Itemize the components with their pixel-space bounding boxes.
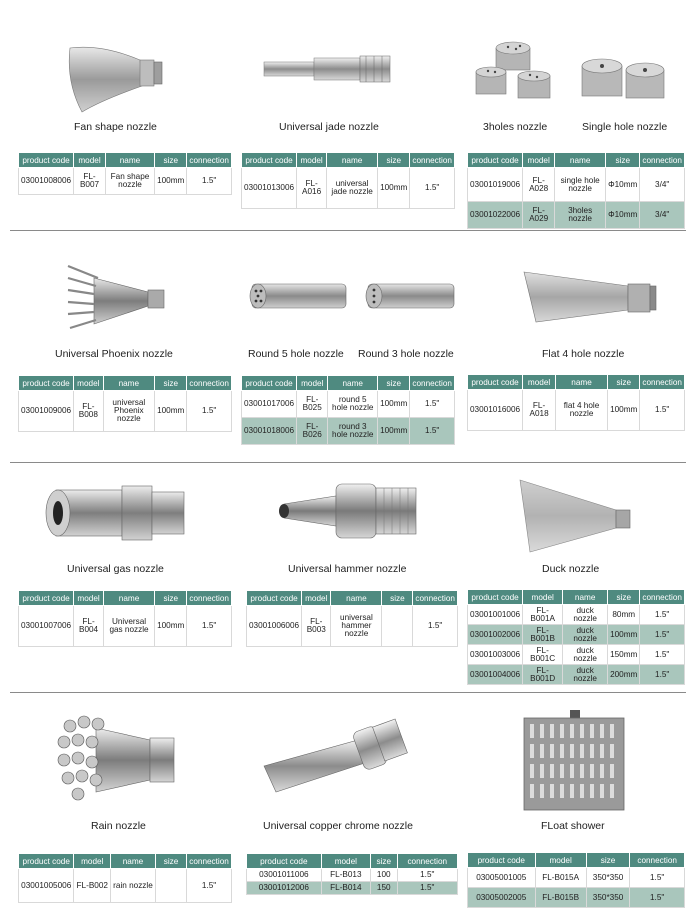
round-hole-nozzle-spec-table [241,375,455,445]
name-cell: universal jade nozzle [327,168,378,209]
col-model: model [74,376,103,391]
size-cell: Φ10mm [606,202,640,229]
model-cell: FL-B008 [74,391,103,432]
col-product-code: product code [247,591,302,606]
connection-cell: 1.5" [187,391,232,432]
single-hole-nozzle-title: Single hole nozzle [582,121,668,133]
model-cell: FL-A016 [297,168,327,209]
col-product-code: product code [242,376,297,391]
connection-cell: 1.5" [640,645,685,665]
float-shower-title: FLoat shower [541,820,605,832]
hammer-nozzle-image [276,474,422,548]
product-code-cell: 03001011006 [247,869,322,882]
col-product-code: product code [468,590,523,605]
col-connection: connection [413,591,458,606]
col-product-code: product code [19,854,74,869]
size-cell: 150mm [608,645,640,665]
product-code-cell: 03001006006 [247,606,302,647]
col-connection: connection [187,153,232,168]
col-size: size [606,153,640,168]
col-model: model [297,376,328,391]
col-model: model [523,590,563,605]
name-cell: duck nozzle [563,625,608,645]
product-code-cell: 03005002005 [468,888,536,908]
connection-cell: 1.5" [640,625,685,645]
phoenix-nozzle-spec-table [18,375,232,432]
col-product-code: product code [242,153,297,168]
table-row [468,168,685,202]
col-product-code: product code [247,854,322,869]
rain-nozzle-image [56,712,178,804]
col-model: model [535,853,586,868]
col-name: name [555,153,606,168]
connection-cell: 1.5" [410,391,455,418]
col-connection: connection [187,376,232,391]
copper-chrome-nozzle-spec-table [246,853,458,895]
col-size: size [371,854,398,869]
product-code-cell: 03005001005 [468,868,536,888]
size-cell: 200mm [608,665,640,685]
name-cell: duck nozzle [563,665,608,685]
name-cell: 3holes nozzle [555,202,606,229]
product-code-cell: 03001005006 [19,869,74,903]
connection-cell: 1.5" [640,665,685,685]
col-model: model [74,153,106,168]
model-cell: FL-B013 [321,869,370,882]
col-connection: connection [397,854,457,869]
size-cell: Φ10mm [606,168,640,202]
size-cell: 100mm [378,391,410,418]
size-cell: 100 [371,869,398,882]
connection-cell: 1.5" [410,168,455,209]
size-cell: 100mm [608,625,640,645]
table-row [242,418,455,445]
jade-nozzle-image [262,52,396,90]
connection-cell: 1.5" [640,390,685,431]
table-row [19,391,232,432]
table-row [19,168,232,195]
product-code-cell: 03001012006 [247,882,322,895]
model-cell: FL-B002 [74,869,111,903]
col-size: size [155,854,186,869]
table-row [468,645,685,665]
jade-nozzle-spec-table [241,152,455,209]
table-row [468,605,685,625]
model-cell: FL-B001A [523,605,563,625]
size-cell [382,606,413,647]
single-hole-nozzle-image [578,56,670,104]
gas-nozzle-image [42,484,188,542]
col-name: name [556,375,608,390]
table-row [247,882,458,895]
col-name: name [111,854,156,869]
hammer-nozzle-title: Universal hammer nozzle [288,563,407,575]
table-row [468,665,685,685]
col-connection: connection [640,590,685,605]
col-size: size [155,376,187,391]
size-cell: 350*350 [586,888,630,908]
model-cell: FL-B007 [74,168,106,195]
product-code-cell: 03001001006 [468,605,523,625]
col-product-code: product code [19,153,74,168]
duck-nozzle-title: Duck nozzle [542,563,600,575]
size-cell: 150 [371,882,398,895]
col-model: model [297,153,327,168]
model-cell: FL-A029 [523,202,555,229]
model-cell: FL-B001C [523,645,563,665]
fan-nozzle-title: Fan shape nozzle [74,121,157,133]
col-product-code: product code [468,153,523,168]
flat-4-hole-nozzle-spec-table [467,374,685,431]
col-size: size [586,853,630,868]
size-cell: 100mm [608,390,640,431]
section-divider [10,462,686,463]
float-shower-image [522,710,628,812]
table-row [19,606,232,647]
copper-chrome-nozzle-image [262,718,408,796]
size-cell: 100mm [378,168,410,209]
connection-cell: 3/4" [640,168,685,202]
table-row [468,868,685,888]
phoenix-nozzle-image [64,258,168,338]
col-size: size [608,590,640,605]
col-name: name [105,153,154,168]
col-name: name [104,591,155,606]
round-3-hole-nozzle-title: Round 3 hole nozzle [358,348,454,360]
name-cell: universal hammer nozzle [331,606,382,647]
col-name: name [327,153,378,168]
product-code-cell: 03001013006 [242,168,297,209]
product-code-cell: 03001022006 [468,202,523,229]
table-row [247,869,458,882]
col-name: name [563,590,608,605]
col-connection: connection [640,375,685,390]
col-size: size [378,376,410,391]
model-cell: FL-B025 [297,391,328,418]
model-cell: FL-B004 [74,606,104,647]
table-row [468,390,685,431]
duck-nozzle-spec-table [467,589,685,685]
table-row [468,888,685,908]
col-name: name [331,591,382,606]
round-3-hole-nozzle-image [362,280,458,312]
connection-cell: 1.5" [187,168,232,195]
name-cell: Fan shape nozzle [105,168,154,195]
model-cell: FL-B015B [535,888,586,908]
fan-shape-nozzle-image [62,42,170,114]
gas-nozzle-title: Universal gas nozzle [67,563,164,575]
size-cell: 350*350 [586,868,630,888]
section-divider [10,692,686,693]
col-size: size [378,153,410,168]
table-row [19,869,232,903]
model-cell: FL-B014 [321,882,370,895]
product-code-cell: 03001003006 [468,645,523,665]
rain-nozzle-title: Rain nozzle [91,820,146,832]
three-holes-nozzle-title: 3holes nozzle [483,121,548,133]
col-name: name [103,376,155,391]
product-code-cell: 03001007006 [19,606,74,647]
section-divider [10,230,686,231]
col-model: model [523,375,556,390]
connection-cell: 1.5" [630,888,685,908]
phoenix-nozzle-title: Universal Phoenix nozzle [55,348,173,360]
table-row [468,202,685,229]
connection-cell: 1.5" [187,869,232,903]
connection-cell: 1.5" [640,605,685,625]
model-cell: FL-B001B [523,625,563,645]
size-cell: 100mm [378,418,410,445]
col-size: size [608,375,640,390]
connection-cell: 1.5" [410,418,455,445]
flat-4-hole-nozzle-image [516,268,660,326]
fan-nozzle-spec-table [18,152,232,195]
name-cell: rain nozzle [111,869,156,903]
product-code-cell: 03001002006 [468,625,523,645]
single-hole-nozzle-spec-table [467,152,685,229]
table-row [247,606,458,647]
float-shower-spec-table [467,852,685,908]
table-row [468,625,685,645]
product-code-cell: 03001019006 [468,168,523,202]
col-model: model [74,854,111,869]
product-code-cell: 03001004006 [468,665,523,685]
col-product-code: product code [19,591,74,606]
name-cell: round 3 hole nozzle [328,418,378,445]
name-cell: duck nozzle [563,645,608,665]
hammer-nozzle-spec-table [246,590,458,647]
three-holes-nozzle-image [470,40,560,108]
rain-nozzle-spec-table [18,853,232,903]
connection-cell: 3/4" [640,202,685,229]
copper-chrome-nozzle-title: Universal copper chrome nozzle [263,820,413,832]
connection-cell: 1.5" [397,882,457,895]
col-model: model [321,854,370,869]
model-cell: FL-B003 [302,606,331,647]
model-cell: FL-B001D [523,665,563,685]
product-code-cell: 03001008006 [19,168,74,195]
duck-nozzle-image [516,478,640,554]
name-cell: flat 4 hole nozzle [556,390,608,431]
flat-4-hole-nozzle-title: Flat 4 hole nozzle [542,348,625,360]
size-cell: 80mm [608,605,640,625]
col-product-code: product code [19,376,74,391]
col-model: model [302,591,331,606]
product-code-cell: 03001017006 [242,391,297,418]
model-cell: FL-A028 [523,168,555,202]
product-code-cell: 03001016006 [468,390,523,431]
name-cell: duck nozzle [563,605,608,625]
col-connection: connection [630,853,685,868]
size-cell: 100mm [155,391,187,432]
connection-cell: 1.5" [187,606,232,647]
col-connection: connection [187,591,232,606]
gas-nozzle-spec-table [18,590,232,647]
connection-cell: 1.5" [630,868,685,888]
col-size: size [382,591,413,606]
col-connection: connection [410,153,455,168]
size-cell [155,869,186,903]
size-cell: 100mm [155,606,187,647]
connection-cell: 1.5" [397,869,457,882]
col-model: model [523,153,555,168]
col-product-code: product code [468,853,536,868]
table-row [242,391,455,418]
connection-cell: 1.5" [413,606,458,647]
name-cell: round 5 hole nozzle [328,391,378,418]
col-model: model [74,591,104,606]
table-row [242,168,455,209]
col-connection: connection [410,376,455,391]
size-cell: 100mm [155,168,187,195]
jade-nozzle-title: Universal jade nozzle [279,121,379,133]
name-cell: universal Phoenix nozzle [103,391,155,432]
round-5-hole-nozzle-title: Round 5 hole nozzle [248,348,344,360]
model-cell: FL-B015A [535,868,586,888]
col-connection: connection [640,153,685,168]
product-code-cell: 03001009006 [19,391,74,432]
col-product-code: product code [468,375,523,390]
name-cell: Universal gas nozzle [104,606,155,647]
col-size: size [155,591,187,606]
round-5-hole-nozzle-image [246,280,350,312]
name-cell: single hole nozzle [555,168,606,202]
col-name: name [328,376,378,391]
product-code-cell: 03001018006 [242,418,297,445]
model-cell: FL-A018 [523,390,556,431]
col-size: size [155,153,187,168]
model-cell: FL-B026 [297,418,328,445]
col-connection: connection [187,854,232,869]
